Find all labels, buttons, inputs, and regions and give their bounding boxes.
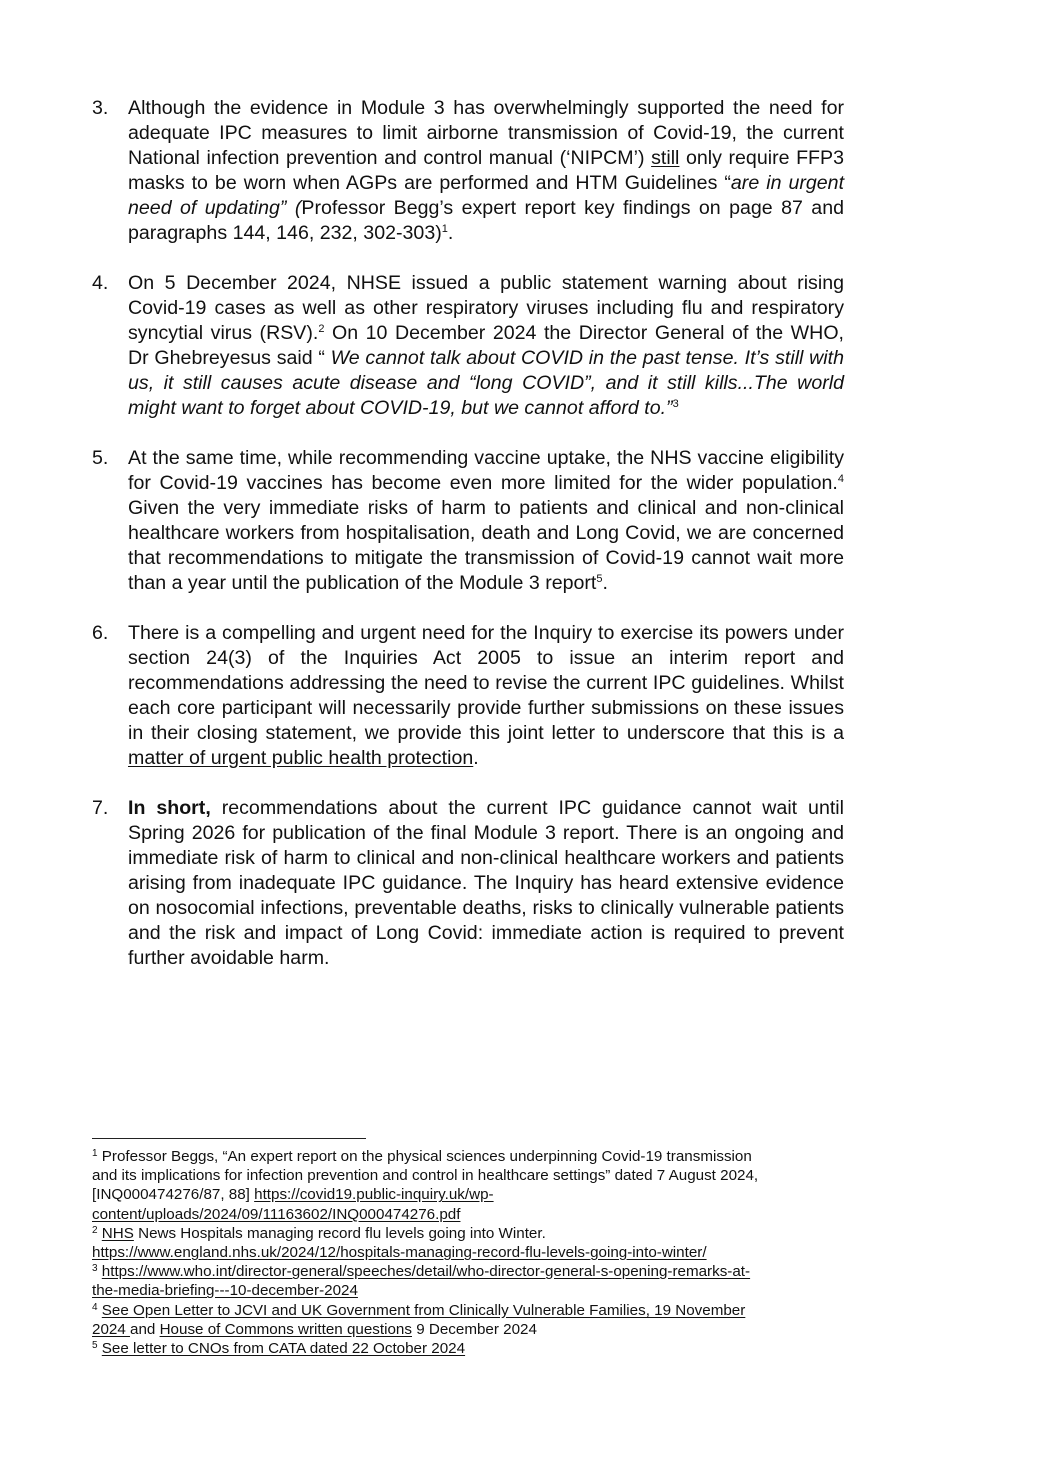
- footnote-line: [92, 1185, 852, 1204]
- paragraph-text: [128, 621, 844, 771]
- paragraph-3: [92, 96, 844, 246]
- underlined-text[interactable]: matter of urgent public health protection: [128, 747, 474, 769]
- paragraph-number: 3.: [92, 97, 109, 119]
- footnote-3: [92, 1262, 852, 1300]
- footnote-1: [92, 1147, 852, 1224]
- paragraph-text: [128, 446, 844, 596]
- text-run: In short,: [128, 797, 211, 819]
- numbered-paragraphs: [92, 96, 844, 996]
- underlined-text[interactable]: 2024: [92, 1320, 131, 1338]
- underlined-text[interactable]: House of Commons written questions: [159, 1320, 412, 1338]
- text-run: We cannot talk about COVID in the past tense. It’s still with us, it still causes acute disease and “long COVID”, and it still kills...The world might want to forget about COVID-19, but we cannot afford to.”: [128, 347, 844, 419]
- footnote-2: [92, 1224, 852, 1262]
- underlined-text[interactable]: the-media-briefing---10-december-2024: [92, 1282, 358, 1300]
- footnote-ref: 4: [837, 473, 844, 485]
- footnote-line: [92, 1166, 852, 1185]
- text-run: are in urgent need of updating” (: [128, 172, 845, 219]
- paragraph-5: [92, 446, 844, 596]
- footnote-line: [92, 1301, 852, 1320]
- text-run: recommendations about the current IPC guidance cannot wait until Spring 2026 for publication of the final Module 3 report. There is an ongoing and immediate risk of harm to clinical and non-clinical healthcare workers and patients arising from inadequate IPC guidance. The Inquiry has heard extensive evidence on nosocomial infections, preventable deaths, risks to clinically vulnerable patients and the risk and impact of Long Covid: immediate action is required to prevent further avoidable harm.: [128, 797, 844, 969]
- footnote-line: [92, 1262, 852, 1281]
- footnote-ref: 5: [596, 573, 603, 585]
- underlined-text[interactable]: See letter to CNOs from CATA dated 22 October 2024: [101, 1340, 466, 1358]
- footnote-marker: 3: [92, 1263, 98, 1275]
- footnote-separator: [92, 1138, 366, 1139]
- text-run: Professor Beggs, “An expert report on the physical sciences underpinning Covid-19 transmission: [97, 1148, 752, 1165]
- paragraph-6: [92, 621, 844, 771]
- text-run: On 10 December 2024 the Director General of the WHO, Dr Ghebreyesus said “: [128, 322, 845, 369]
- text-run: At the same time, while recommending vaccine uptake, the NHS vaccine eligibility for Covid-19 vaccines has become even more limited for the wider population.: [128, 447, 844, 494]
- paragraph-number: 6.: [92, 622, 109, 644]
- underlined-text[interactable]: https://www.who.int/director-general/speeches/detail/who-director-general-s-opening-remarks-at-: [101, 1263, 751, 1281]
- footnote-ref: 1: [441, 223, 448, 235]
- text-run: There is a compelling and urgent need for the Inquiry to exercise its powers under section 24(3) of the Inquiries Act 2005 to issue an interim report and recommendations addressing the need to revise the current IPC guidelines. Whilst each core participant will necessarily provide further submissions on these issues in their closing statement, we provide this joint letter to underscore that this is a: [128, 622, 844, 744]
- footnote-4: [92, 1301, 852, 1339]
- footnote-line: [92, 1339, 852, 1358]
- footnotes: [92, 1147, 852, 1358]
- footnote-line: [92, 1281, 852, 1300]
- footnote-line: [92, 1243, 852, 1262]
- paragraph-text: [128, 96, 844, 246]
- text-run: [INQ000474276/87, 88]: [92, 1186, 255, 1204]
- footnote-marker: 1: [92, 1148, 98, 1159]
- text-run: .: [473, 747, 479, 769]
- text-run: only require FFP3 masks to be worn when AGPs are performed and HTM Guidelines “: [128, 147, 844, 194]
- footnote-line: [92, 1147, 852, 1166]
- paragraph-number: 5.: [92, 447, 109, 469]
- footnote-line: [92, 1320, 852, 1339]
- footnote-5: [92, 1339, 852, 1358]
- text-run: .: [602, 572, 608, 594]
- text-run: On 5 December 2024, NHSE issued a public statement warning about rising Covid-19 cases as well as other respiratory viruses including flu and respiratory syncytial virus (RSV).: [128, 272, 844, 344]
- text-run: Although the evidence in Module 3 has overwhelmingly supported the need for adequate IPC measures to limit airborne transmission of Covid-19, the current National infection prevention and control manual (‘NIPCM’): [128, 97, 844, 169]
- paragraph-number: 7.: [92, 797, 109, 819]
- text-run: News Hospitals managing record flu levels going into Winter.: [133, 1224, 546, 1242]
- footnote-line: [92, 1224, 852, 1243]
- underlined-text[interactable]: content/uploads/2024/09/11163602/INQ000474276.pdf: [92, 1205, 461, 1223]
- paragraph-text: [128, 796, 844, 971]
- paragraph-number: 4.: [92, 272, 109, 294]
- footnote-marker: 2: [92, 1224, 98, 1236]
- underlined-text[interactable]: https://www.england.nhs.uk/2024/12/hospitals-managing-record-flu-levels-going-into-winter/: [92, 1244, 707, 1262]
- paragraph-7: [92, 796, 844, 971]
- underlined-text[interactable]: See Open Letter to JCVI and UK Government from Clinically Vulnerable Families, 19 November: [101, 1301, 746, 1319]
- text-run: .: [447, 222, 454, 244]
- footnote-marker: 5: [92, 1340, 98, 1352]
- underlined-text[interactable]: still: [651, 147, 680, 169]
- underlined-text[interactable]: NHS: [101, 1224, 134, 1242]
- text-run: and its implications for infection prevention and control in healthcare settings” dated 7 August 2024,: [92, 1167, 759, 1185]
- footnote-ref: 2: [318, 323, 325, 335]
- text-run: Given the very immediate risks of harm to patients and clinical and non-clinical healthcare workers from hospitalisation, death and Long Covid, we are concerned that recommendations to mitigate the transmission of Covid-19 cannot wait more than a year until the publication of the Module 3 report: [128, 497, 844, 594]
- paragraph-text: [128, 271, 844, 421]
- footnote-line: [92, 1205, 852, 1224]
- text-run: and: [130, 1320, 160, 1338]
- text-run: 9 December 2024: [411, 1320, 537, 1338]
- text-run: Professor Begg’s expert report key findings on page 87 and paragraphs 144, 146, 232, 302-303): [128, 197, 844, 244]
- underlined-text[interactable]: https://covid19.public-inquiry.uk/wp-: [254, 1186, 494, 1204]
- footnote-ref: 3: [672, 398, 679, 410]
- paragraph-4: [92, 271, 844, 421]
- footnote-marker: 4: [92, 1301, 98, 1313]
